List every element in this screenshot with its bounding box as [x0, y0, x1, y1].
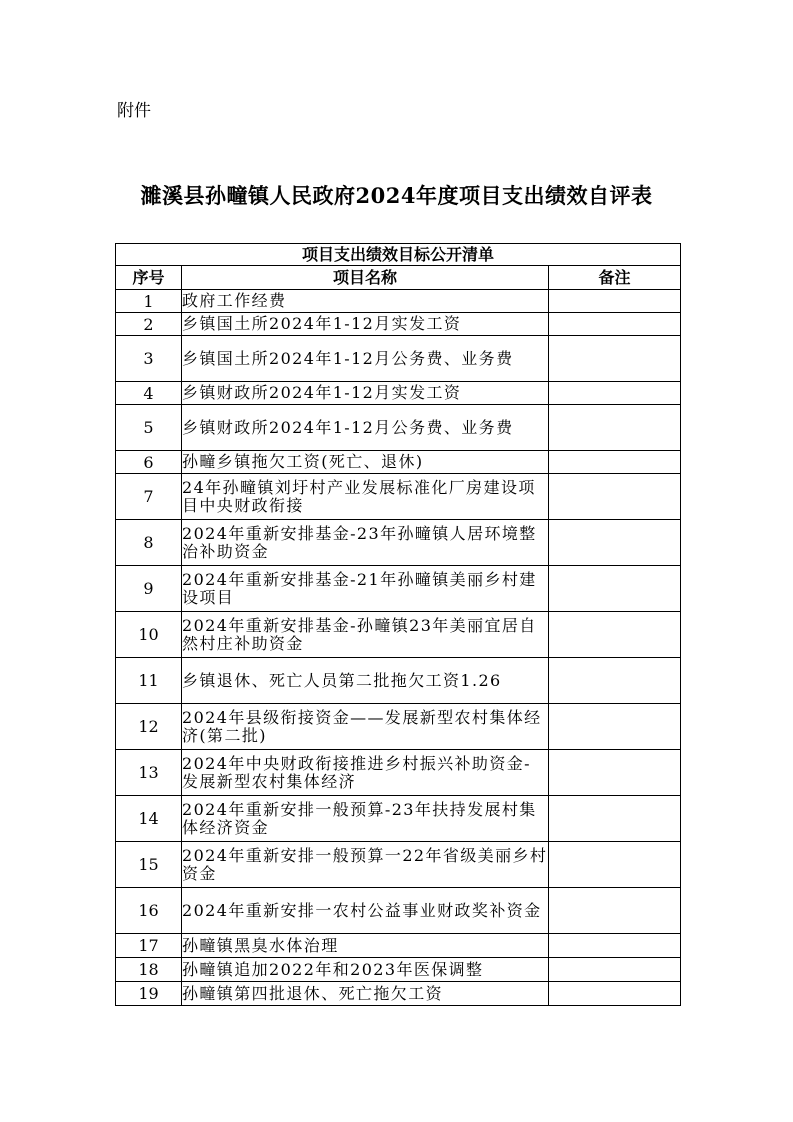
row-project-name: 2024年重新安排基金-23年孙疃镇人居环境整治补助资金	[182, 520, 549, 566]
header-note: 备注	[549, 266, 681, 290]
table-row	[116, 451, 681, 474]
row-project-name: 2024年重新安排一般预算-23年扶持发展村集体经济资金	[182, 796, 549, 842]
row-project-name: 2024年重新安排一般预算一22年省级美丽乡村资金	[182, 842, 549, 888]
row-project-name: 2024年重新安排基金-21年孙疃镇美丽乡村建设项目	[182, 566, 549, 612]
document-title: 濉溪县孙疃镇人民政府2024年度项目支出绩效自评表	[140, 183, 653, 208]
table-row	[116, 566, 681, 612]
row-note	[549, 612, 681, 658]
row-project-name: 乡镇退休、死亡人员第二批拖欠工资1.26	[182, 658, 549, 704]
table-caption: 项目支出绩效目标公开清单	[116, 244, 681, 266]
row-project-name: 政府工作经费	[182, 290, 549, 313]
table-row	[116, 290, 681, 313]
row-note	[549, 704, 681, 750]
row-index: 5	[116, 405, 182, 451]
table-row	[116, 658, 681, 704]
row-project-name: 2024年县级衔接资金——发展新型农村集体经济(第二批)	[182, 704, 549, 750]
project-list-table	[115, 243, 681, 1006]
row-note	[549, 336, 681, 382]
table-row	[116, 520, 681, 566]
row-index: 4	[116, 382, 182, 405]
row-index: 15	[116, 842, 182, 888]
row-note	[549, 958, 681, 982]
row-note	[549, 313, 681, 336]
row-index: 8	[116, 520, 182, 566]
table-row	[116, 842, 681, 888]
row-note	[549, 474, 681, 520]
row-index: 17	[116, 934, 182, 958]
row-index: 3	[116, 336, 182, 382]
row-project-name: 24年孙疃镇刘圩村产业发展标准化厂房建设项目中央财政衔接	[182, 474, 549, 520]
table-row	[116, 313, 681, 336]
header-index: 序号	[116, 266, 182, 290]
table-row	[116, 382, 681, 405]
row-note	[549, 520, 681, 566]
row-note	[549, 405, 681, 451]
table-row	[116, 474, 681, 520]
table-row	[116, 750, 681, 796]
table-row	[116, 405, 681, 451]
row-note	[549, 566, 681, 612]
table-row	[116, 934, 681, 958]
row-project-name: 孙疃镇追加2022年和2023年医保调整	[182, 958, 549, 982]
row-index: 7	[116, 474, 182, 520]
table-row	[116, 888, 681, 934]
row-project-name: 乡镇财政所2024年1-12月实发工资	[182, 382, 549, 405]
row-index: 2	[116, 313, 182, 336]
row-note	[549, 451, 681, 474]
row-index: 10	[116, 612, 182, 658]
row-index: 18	[116, 958, 182, 982]
table-row	[116, 612, 681, 658]
row-note	[549, 842, 681, 888]
row-project-name: 2024年重新安排基金-孙疃镇23年美丽宜居自然村庄补助资金	[182, 612, 549, 658]
row-index: 13	[116, 750, 182, 796]
row-note	[549, 290, 681, 313]
row-project-name: 孙疃乡镇拖欠工资(死亡、退休)	[182, 451, 549, 474]
table-row	[116, 704, 681, 750]
row-note	[549, 888, 681, 934]
row-project-name: 乡镇国土所2024年1-12月公务费、业务费	[182, 336, 549, 382]
row-project-name: 乡镇国土所2024年1-12月实发工资	[182, 313, 549, 336]
table-row	[116, 982, 681, 1006]
row-note	[549, 658, 681, 704]
row-index: 16	[116, 888, 182, 934]
row-project-name: 2024年重新安排一农村公益事业财政奖补资金	[182, 888, 549, 934]
row-index: 6	[116, 451, 182, 474]
row-note	[549, 796, 681, 842]
row-index: 11	[116, 658, 182, 704]
row-note	[549, 382, 681, 405]
row-index: 19	[116, 982, 182, 1006]
row-note	[549, 750, 681, 796]
row-index: 9	[116, 566, 182, 612]
row-note	[549, 982, 681, 1006]
table-row	[116, 958, 681, 982]
row-project-name: 孙疃镇第四批退休、死亡拖欠工资	[182, 982, 549, 1006]
header-name: 项目名称	[182, 266, 549, 290]
row-index: 12	[116, 704, 182, 750]
row-project-name: 乡镇财政所2024年1-12月公务费、业务费	[182, 405, 549, 451]
row-note	[549, 934, 681, 958]
row-project-name: 孙疃镇黑臭水体治理	[182, 934, 549, 958]
row-index: 14	[116, 796, 182, 842]
row-project-name: 2024年中央财政衔接推进乡村振兴补助资金-发展新型农村集体经济	[182, 750, 549, 796]
row-index: 1	[116, 290, 182, 313]
attachment-label: 附件	[117, 101, 151, 121]
table-row	[116, 796, 681, 842]
table-row	[116, 336, 681, 382]
